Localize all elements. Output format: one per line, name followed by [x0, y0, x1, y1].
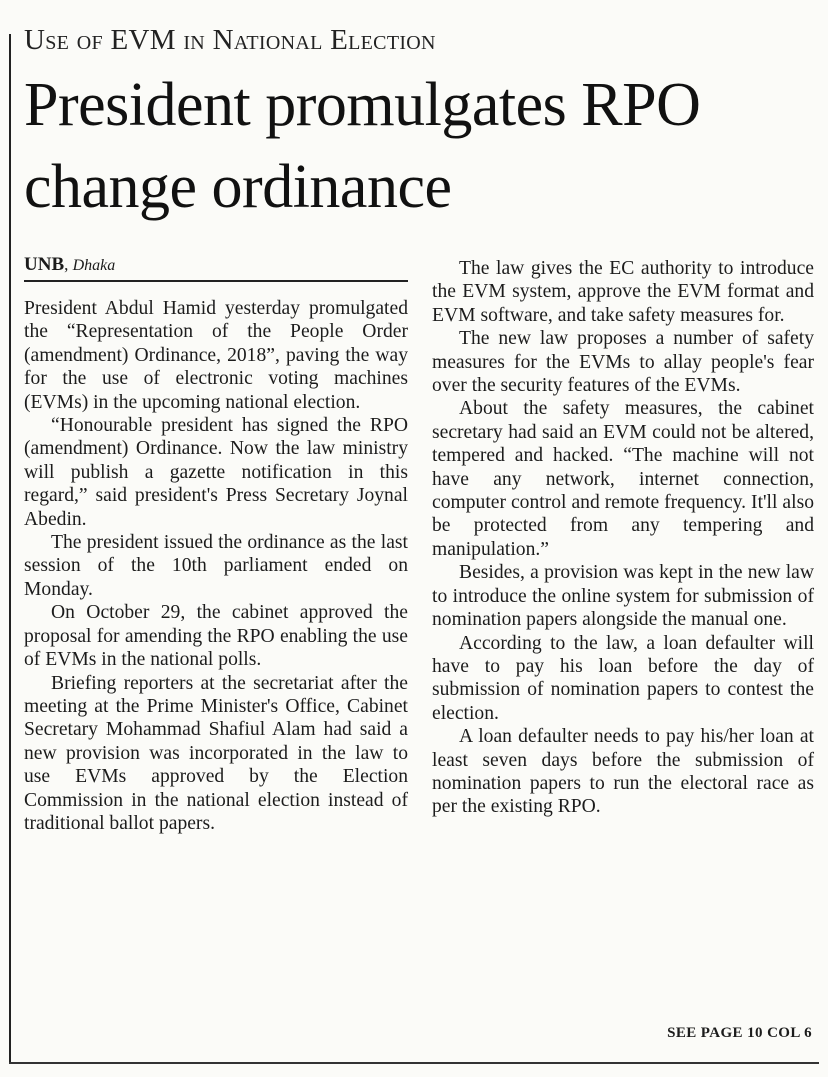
kicker: Use of EVM in National Election — [24, 24, 436, 56]
paragraph: “Honourable president has signed the RPO (amendment) Ordinance. Now the law ministry will publish a gazette notification in this regard,” said president's Press Secretary Joynal Abedin. — [24, 415, 408, 530]
paragraph: A loan defaulter needs to pay his/her loan at least seven days before the submission of nomination papers to run the electoral race as per the existing RPO. — [432, 726, 814, 818]
byline-separator: , — [64, 255, 73, 274]
body-column-left — [24, 297, 408, 835]
paragraph: Besides, a provision was kept in the new law to introduce the online system for submission of nomination papers alongside the manual one. — [432, 562, 814, 631]
paragraph: Briefing reporters at the secretariat after the meeting at the Prime Minister's Office, Cabinet Secretary Mohammad Shafiul Alam had said a new provision was incorporated in the law to use EVMs approved by the Election Commission in the national election instead of traditional ballot papers. — [24, 672, 408, 834]
byline — [24, 254, 408, 282]
paragraph: About the safety measures, the cabinet secretary had said an EVM could not be altered, tempered and hacked. “The machine will not have any network, internet connection, computer control and remote frequency. It'll also be protected from any tempering and manipulation.” — [432, 398, 814, 560]
paragraph: On October 29, the cabinet approved the proposal for amending the RPO enabling the use of EVMs in the national polls. — [24, 602, 408, 671]
continuation-jump-line: SEE PAGE 10 COL 6 — [667, 1025, 812, 1041]
byline-agency: UNB — [24, 254, 65, 275]
paragraph: The new law proposes a number of safety measures for the EVMs to allay people's fear over the security features of the EVMs. — [432, 328, 814, 397]
paragraph: According to the law, a loan defaulter will have to pay his loan before the day of submission of nomination papers to contest the election. — [432, 632, 814, 724]
paragraph: The president issued the ordinance as the last session of the 10th parliament ended on Monday. — [24, 532, 408, 600]
headline: President promulgates RPO change ordinance — [24, 71, 701, 221]
body-column-right — [432, 257, 814, 819]
paragraph: President Abdul Hamid yesterday promulgated the “Representation of the People Order (amendment) Ordinance, 2018”, paving the way for the use of electronic voting machines (EVMs) in the upcoming national election. — [24, 298, 408, 413]
paragraph: The law gives the EC authority to introduce the EVM system, approve the EVM format and EVM software, and take safety measures for. — [432, 258, 814, 326]
byline-place: Dhaka — [72, 257, 116, 274]
bottom-rule — [9, 1062, 819, 1064]
left-column-rule — [9, 34, 11, 1064]
